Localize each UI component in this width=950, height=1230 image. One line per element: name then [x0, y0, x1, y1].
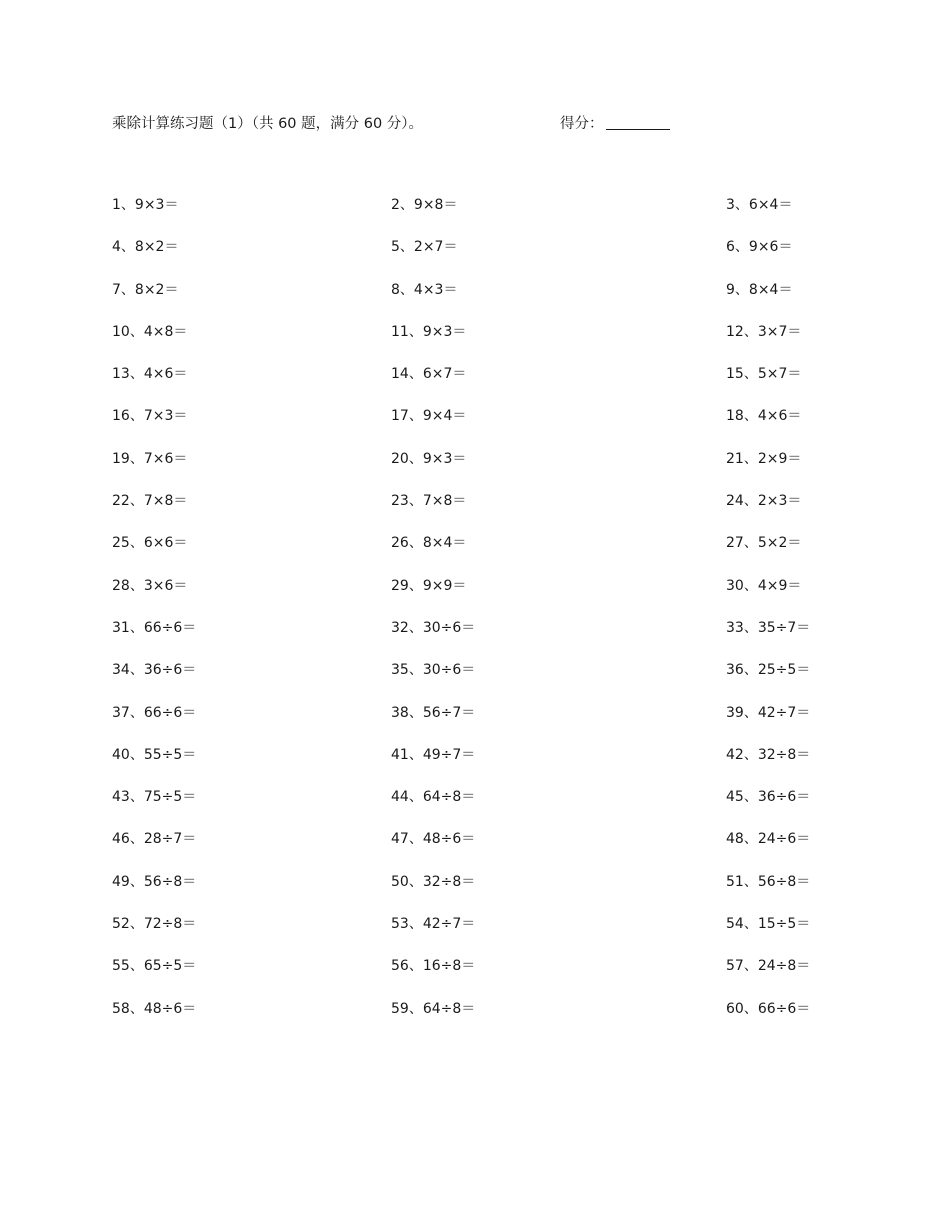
- problem-item: 55、65÷5＝: [112, 958, 197, 975]
- problem-item: 57、24÷8＝: [726, 958, 811, 975]
- problem-item: 24、2×3＝: [726, 493, 802, 510]
- problem-item: 17、9×4＝: [391, 408, 467, 425]
- problem-item: 9、8×4＝: [726, 281, 793, 298]
- problem-item: 56、16÷8＝: [391, 958, 476, 975]
- problem-item: 29、9×9＝: [391, 577, 467, 594]
- problem-item: 11、9×3＝: [391, 323, 467, 340]
- problem-item: 41、49÷7＝: [391, 746, 476, 763]
- problem-item: 38、56÷7＝: [391, 704, 476, 721]
- problem-item: 37、66÷6＝: [112, 704, 197, 721]
- problem-item: 2、9×8＝: [391, 197, 458, 213]
- score-blank-line[interactable]: [606, 114, 670, 130]
- problem-item: 47、48÷6＝: [391, 831, 476, 848]
- problem-item: 1、9×3＝: [112, 197, 179, 213]
- problem-item: 54、15÷5＝: [726, 916, 811, 933]
- problem-item: 52、72÷8＝: [112, 916, 197, 933]
- problem-item: 22、7×8＝: [112, 493, 188, 510]
- problem-item: 12、3×7＝: [726, 323, 802, 340]
- score-field: [560, 112, 670, 136]
- problem-item: 4、8×2＝: [112, 239, 179, 256]
- problem-item: 21、2×9＝: [726, 450, 802, 467]
- problem-item: 27、5×2＝: [726, 535, 802, 552]
- problem-item: 34、36÷6＝: [112, 662, 197, 679]
- problem-item: 3、6×4＝: [726, 197, 793, 213]
- problem-item: 28、3×6＝: [112, 577, 188, 594]
- score-label: 得分：: [560, 116, 604, 132]
- problem-item: 53、42÷7＝: [391, 916, 476, 933]
- problem-item: 43、75÷5＝: [112, 789, 197, 806]
- problem-item: 14、6×7＝: [391, 366, 467, 383]
- problem-item: 31、66÷6＝: [112, 619, 197, 636]
- problem-item: 49、56÷8＝: [112, 873, 197, 890]
- problem-item: 60、66÷6＝: [726, 1000, 811, 1017]
- problem-item: 16、7×3＝: [112, 408, 188, 425]
- problem-item: 6、9×6＝: [726, 239, 793, 256]
- problem-item: 13、4×6＝: [112, 366, 188, 383]
- problem-item: 46、28÷7＝: [112, 831, 197, 848]
- problem-item: 23、7×8＝: [391, 493, 467, 510]
- problem-item: 7、8×2＝: [112, 281, 179, 298]
- problem-item: 50、32÷8＝: [391, 873, 476, 890]
- problem-item: 39、42÷7＝: [726, 704, 811, 721]
- problem-item: 15、5×7＝: [726, 366, 802, 383]
- problem-item: 36、25÷5＝: [726, 662, 811, 679]
- problem-item: 26、8×4＝: [391, 535, 467, 552]
- problem-item: 51、56÷8＝: [726, 873, 811, 890]
- problem-item: 42、32÷8＝: [726, 746, 811, 763]
- worksheet-title: 乘除计算练习题（1）（共 60 题，满分 60 分）。: [112, 116, 424, 132]
- problem-item: 5、2×7＝: [391, 239, 458, 256]
- problem-item: 25、6×6＝: [112, 535, 188, 552]
- problem-item: 18、4×6＝: [726, 408, 802, 425]
- problem-item: 33、35÷7＝: [726, 619, 811, 636]
- problem-grid: [112, 193, 832, 1039]
- worksheet-header: [112, 112, 832, 136]
- problem-item: 19、7×6＝: [112, 450, 188, 467]
- problem-item: 48、24÷6＝: [726, 831, 811, 848]
- problem-item: 44、64÷8＝: [391, 789, 476, 806]
- problem-item: 40、55÷5＝: [112, 746, 197, 763]
- problem-item: 32、30÷6＝: [391, 619, 476, 636]
- problem-item: 35、30÷6＝: [391, 662, 476, 679]
- problem-item: 10、4×8＝: [112, 323, 188, 340]
- problem-item: 58、48÷6＝: [112, 1000, 197, 1017]
- problem-item: 20、9×3＝: [391, 450, 467, 467]
- problem-item: 45、36÷6＝: [726, 789, 811, 806]
- problem-item: 30、4×9＝: [726, 577, 802, 594]
- problem-item: 8、4×3＝: [391, 281, 458, 298]
- problem-item: 59、64÷8＝: [391, 1000, 476, 1017]
